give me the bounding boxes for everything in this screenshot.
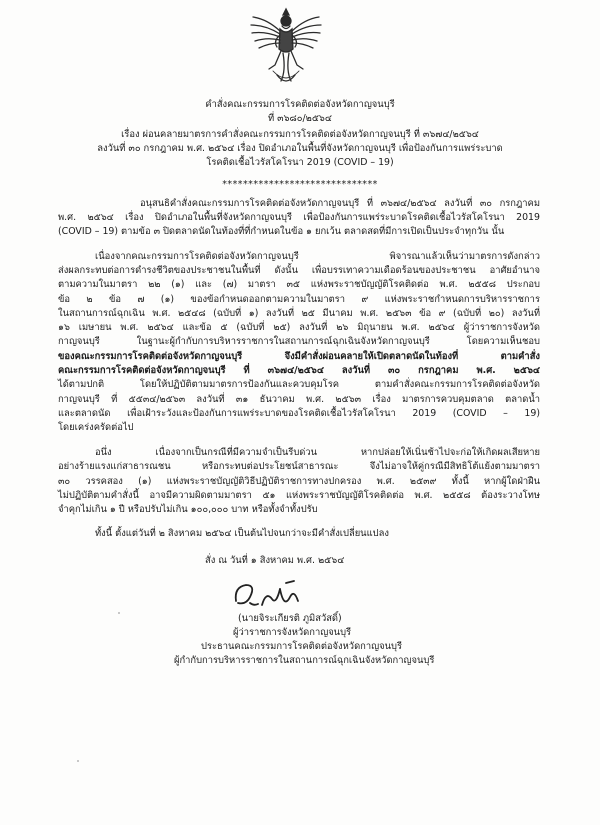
- signer-position-1: ผู้ว่าราชการจังหวัดกาญจนบุรี: [233, 627, 352, 638]
- paragraph-2-line: กาญจนบุรี ที่ ๕๕๓๔/๒๕๖๓ ลงวันที่ ๓๑ ธันวาคม พ.ศ. ๒๕๖๓ เรื่อง มาตรการควบคุมตลาด ตลาดน้ำ: [58, 394, 540, 405]
- paragraph-1-line: (COVID – 19) ตามข้อ ๓ ปิดตลาดนัดในท้องที่ที่กำหนดในข้อ ๑ ยกเว้น ตลาดสดที่มีการเปิดเป็นประจำทุกวัน นั้น: [58, 226, 505, 237]
- signature-mark: [228, 575, 318, 615]
- garuda-emblem-icon: [247, 5, 325, 89]
- paragraph-2-line: ข้อ ๒ ข้อ ๗ (๑) ของข้อกำหนดออกตามความในมาตรา ๙ แห่งพระราชกำหนดการบริหารราชการ: [58, 294, 540, 305]
- order-number: ที่ ๓๖๘๐/๒๕๖๔: [268, 113, 332, 124]
- paragraph-2-line: ของคณะกรรมการโรคติดต่อจังหวัดกาญจนบุรี จึงมีคำสั่งผ่อนคลายให้เปิดตลาดนัดในท้องที่ ตามคำสั่ง: [58, 351, 540, 362]
- paragraph-2-line: เนื่องจากคณะกรรมการโรคติดต่อจังหวัดกาญจนบุรี พิจารณาแล้วเห็นว่ามาตรการดังกล่าว: [95, 251, 540, 262]
- paragraph-2-line: กาญจนบุรี ในฐานะผู้กำกับการบริหารราชการในสถานการณ์ฉุกเฉินจังหวัดกาญจนบุรี โดยความเห็นชอบ: [58, 336, 540, 347]
- effective-date-line: ทั้งนี้ ตั้งแต่วันที่ ๒ สิงหาคม ๒๕๖๔ เป็นต้นไปจนกว่าจะมีคำสั่งเปลี่ยนแปลง: [95, 528, 389, 539]
- paragraph-3-line: ไม่ปฏิบัติตามคำสั่งนี้ อาจมีความผิดตามมาตรา ๕๑ แห่งพระราชบัญญัติโรคติดต่อ พ.ศ. ๒๕๕๘ ต้องระวางโทษ: [58, 490, 540, 501]
- subject-line-3: โรคติดเชื้อไวรัสโคโรนา 2019 (COVID – 19): [206, 157, 394, 168]
- order-title: คำสั่งคณะกรรมการโรคติดต่อจังหวัดกาญจนบุรี: [205, 99, 395, 110]
- subject-line-1: เรื่อง ผ่อนคลายมาตรการคำสั่งคณะกรรมการโรคติดต่อจังหวัดกาญจนบุรี ที่ ๓๖๗๔/๒๕๖๔: [121, 129, 479, 140]
- signer-position-2: ประธานคณะกรรมการโรคติดต่อจังหวัดกาญจนบุรี: [201, 641, 402, 652]
- paragraph-2-line: ๑๖ เมษายน พ.ศ. ๒๕๖๔ และข้อ ๕ (ฉบับที่ ๒๕) ลงวันที่ ๒๖ มิถุนายน พ.ศ. ๒๕๖๔ ผู้ว่าราชการจังหวัด: [58, 322, 540, 333]
- ordered-date: สั่ง ณ วันที่ ๑ สิงหาคม พ.ศ. ๒๕๖๔: [205, 555, 345, 566]
- paragraph-2-line: โดยเคร่งครัดต่อไป: [58, 422, 134, 433]
- paragraph-2-line: ในสถานการณ์ฉุกเฉิน พ.ศ. ๒๕๔๘ (ฉบับที่ ๑) ลงวันที่ ๒๕ มีนาคม พ.ศ. ๒๕๖๓ ข้อ ๙ (ฉบับที่ ๒๐) ลงวันที่: [58, 308, 540, 319]
- paragraph-2-line: ตามความในมาตรา ๒๒ (๑) และ (๗) มาตรา ๓๕ แห่งพระราชบัญญัติโรคติดต่อ พ.ศ. ๒๕๕๘ ประกอบ: [58, 279, 540, 290]
- section-divider: ******************************: [222, 179, 378, 190]
- paragraph-3-line: จำคุกไม่เกิน ๑ ปี หรือปรับไม่เกิน ๑๐๐,๐๐๐ บาท หรือทั้งจำทั้งปรับ: [58, 504, 318, 515]
- paragraph-2-line: ได้ตามปกติ โดยให้ปฏิบัติตามมาตรการป้องกันและควบคุมโรค ตามคำสั่งคณะกรรมการโรคติดต่อจังหวัด: [58, 379, 540, 390]
- paragraph-1-line: พ.ศ. ๒๕๖๔ เรื่อง ปิดอำเภอในพื้นที่จังหวัดกาญจนบุรี เพื่อป้องกันการแพร่ระบาดโรคติดเชื้อไวรัสโคโรนา 2019: [58, 212, 540, 223]
- paragraph-2-line: คณะกรรมการโรคติดต่อจังหวัดกาญจนบุรี ที่ ๓๖๗๔/๒๕๖๔ ลงวันที่ ๓๐ กรกฎาคม พ.ศ. ๒๕๖๔: [58, 365, 540, 376]
- paragraph-1-line: อนุสนธิคำสั่งคณะกรรมการโรคติดต่อจังหวัดกาญจนบุรี ที่ ๓๖๗๔/๒๕๖๔ ลงวันที่ ๓๐ กรกฎาคม: [140, 198, 540, 209]
- paragraph-3-line: อนึ่ง เนื่องจากเป็นกรณีที่มีความจำเป็นรีบด่วน หากปล่อยให้เนิ่นช้าไปจะก่อให้เกิดผลเสียหาย: [95, 447, 540, 458]
- signer-position-3: ผู้กำกับการบริหารราชการในสถานการณ์ฉุกเฉินจังหวัดกาญจนบุรี: [174, 655, 435, 666]
- paragraph-2-line: ส่งผลกระทบต่อการดำรงชีวิตของประชาชนในพื้นที่ ดังนั้น เพื่อบรรเทาความเดือดร้อนของประชาชน อาศัยอำนาจ: [58, 265, 540, 276]
- paragraph-3-line: ๓๐ วรรคสอง (๑) แห่งพระราชบัญญัติวิธีปฏิบัติราชการทางปกครอง พ.ศ. ๒๕๓๙ ทั้งนี้ หากผู้ใดฝ่าฝืน: [58, 476, 540, 487]
- scan-speck: [118, 612, 120, 614]
- paragraph-3-line: อย่างร้ายแรงแก่สาธารณชน หรือกระทบต่อประโยชน์สาธารณะ จึงไม่อาจให้คู่กรณีมีสิทธิโต้แย้งตามมาตรา: [58, 461, 540, 472]
- subject-line-2: ลงวันที่ ๓๐ กรกฎาคม พ.ศ. ๒๕๖๔ เรื่อง ปิดอำเภอในพื้นที่จังหวัดกาญจนบุรี เพื่อป้องกันการแพร่ระบาด: [97, 143, 503, 154]
- signer-name: (นายจิระเกียรติ ภูมิสวัสดิ์): [238, 613, 342, 624]
- paragraph-2-line: และตลาดนัด เพื่อเฝ้าระวังและป้องกันการแพร่ระบาดของโรคติดเชื้อไวรัสโคโรนา 2019 (COVID – 19): [58, 408, 540, 419]
- scan-speck: [77, 760, 79, 762]
